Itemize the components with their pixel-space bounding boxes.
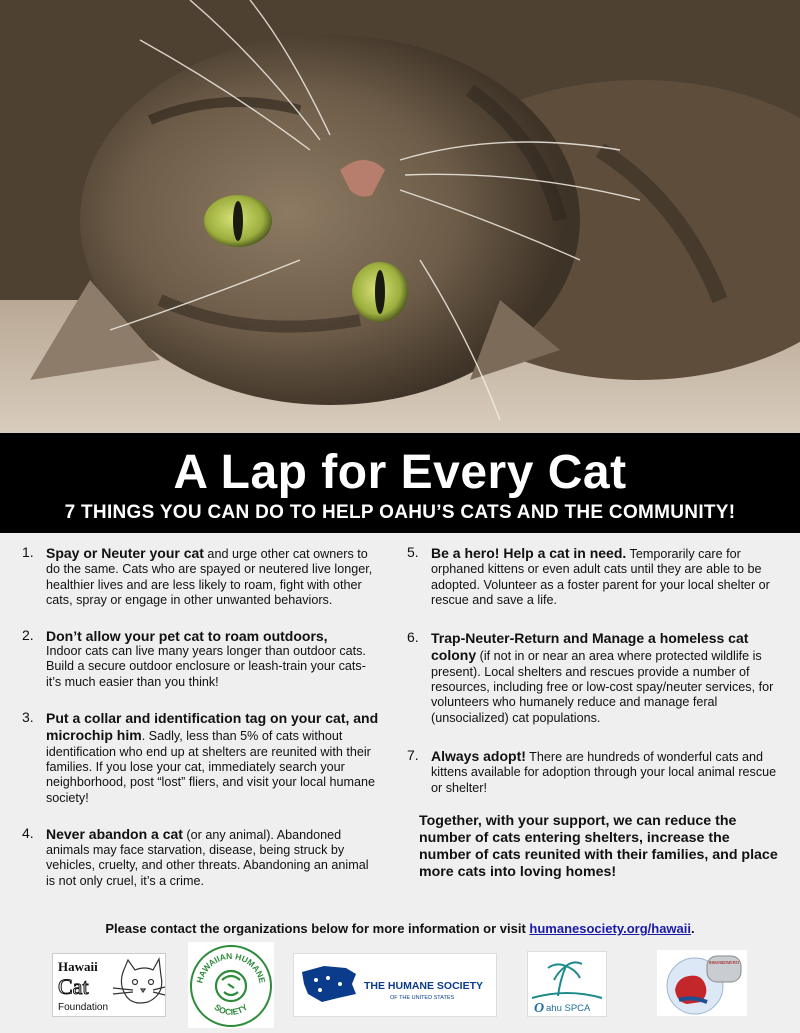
tips-column-right (407, 545, 779, 881)
hawaii-cat-foundation-logo[interactable] (52, 953, 166, 1017)
tip-text: (if not in or near an area where protected wildlife is present). Local shelters and rescues provide a number of resources, including free or low-cost spay/neuter services, for volunteers who humanely reduce and manage feral (unsocialized) cat populations. (431, 649, 774, 725)
spca-o: O (534, 1001, 545, 1016)
page-title: A Lap for Every Cat (173, 446, 627, 499)
hero-cat-photo (0, 0, 800, 433)
tip-text: (or any animal). Abandoned animals may face starvation, disease, being struck by vehicles, cruelty, and other threats. Abandoning an animal is not only cruel, it’s a crime. (46, 827, 369, 888)
contact-end: . (691, 921, 695, 936)
tip-item-5 (407, 545, 779, 608)
humane-society-link[interactable]: humanesociety.org/hawaii (529, 921, 691, 936)
tip-item-4 (22, 826, 380, 889)
title-band (0, 433, 800, 533)
spca-rest: ahu SPCA (546, 1003, 591, 1014)
hcf-word-1: Hawaii (58, 959, 98, 974)
hsus-sub: OF THE UNITED STATES (390, 995, 455, 1001)
tip-heading: Always adopt! (431, 747, 526, 764)
us-map-animals-icon (302, 966, 356, 1002)
tip-number: 5. (407, 544, 419, 560)
together-statement: Together, with your support, we can reduce the number of cats entering shelters, increase the number of cats reunited with their families, and place more cats into loving homes! (419, 812, 778, 880)
tip-item-6 (407, 630, 779, 726)
hawaii-military-pets-logo[interactable] (657, 950, 747, 1016)
tip-item-3 (22, 710, 380, 806)
tip-heading: Be a hero! Help a cat in need. (431, 545, 627, 561)
hsus-name: THE HUMANE SOCIETY (364, 980, 484, 992)
military-text: HAWAII MILITARY PETS (709, 960, 740, 965)
tip-item-7 (407, 748, 779, 796)
hawaiian-humane-society-logo[interactable] (188, 942, 274, 1028)
tip-heading: Trap-Neuter-Return and Manage a homeless cat colony (431, 630, 749, 664)
tip-text: . Sadly, less than 5% of cats without identification who end up at shelters are reunited with their families. If you lose your cat, immediately search your neighborhood, post “lost” fliers, and visit your local humane society! (46, 729, 376, 805)
tip-text: Indoor cats can live many years longer than outdoor cats. Build a secure outdoor enclosure or leash-train your cats- it’s much easier than you think! (46, 644, 366, 689)
hhs-bottom-text: SOCIETY (212, 1001, 250, 1018)
tip-number: 4. (22, 824, 34, 841)
tip-text: There are hundreds of wonderful cats and kittens available for adoption through your local animal rescue or shelter! (431, 749, 777, 795)
contact-text: Please contact the organizations below for more information or visit (105, 921, 530, 936)
hhs-top-text: HAWAIIAN HUMANE (194, 950, 268, 985)
tip-heading: Don’t allow your pet cat to roam outdoors, (46, 628, 328, 645)
dog-tag-icon (707, 956, 741, 982)
tip-heading: Never abandon a cat (46, 825, 183, 842)
tip-number: 2. (22, 627, 34, 644)
humane-society-us-logo[interactable] (293, 953, 497, 1017)
tip-heading: Spay or Neuter your cat (46, 545, 204, 561)
tips-column-left (22, 545, 380, 906)
hcf-word-3: Foundation (58, 1002, 109, 1013)
oahu-spca-logo[interactable] (527, 951, 607, 1017)
cat-face-icon (113, 959, 165, 1003)
contact-line (0, 921, 800, 936)
tip-number: 7. (407, 746, 419, 763)
tip-item-2 (22, 628, 380, 690)
hcf-word-2: Cat (58, 974, 89, 999)
wave-icon (532, 993, 602, 998)
palm-tree-icon (548, 962, 582, 996)
tip-number: 1. (22, 544, 34, 560)
tip-text: Temporarily care for orphaned kittens or even adult cats until they are able to be adopted. Volunteer as a foster parent for your local shelter or rescue and save a life. (431, 547, 770, 607)
tip-number: 3. (22, 709, 34, 726)
tip-item-1 (22, 545, 380, 608)
tip-text: and urge other cat owners to do the same. Cats who are spayed or neutered live longer, healthier lives and are less likely to roam, fight with other cats, spray or engage in other unwanted behaviors. (46, 547, 373, 607)
tip-number: 6. (407, 629, 419, 646)
tip-heading: Put a collar and identification tag on your cat, and microchip him (46, 710, 379, 744)
page-subtitle: 7 THINGS YOU CAN DO TO HELP OAHU’S CATS AND THE COMMUNITY! (64, 502, 736, 523)
